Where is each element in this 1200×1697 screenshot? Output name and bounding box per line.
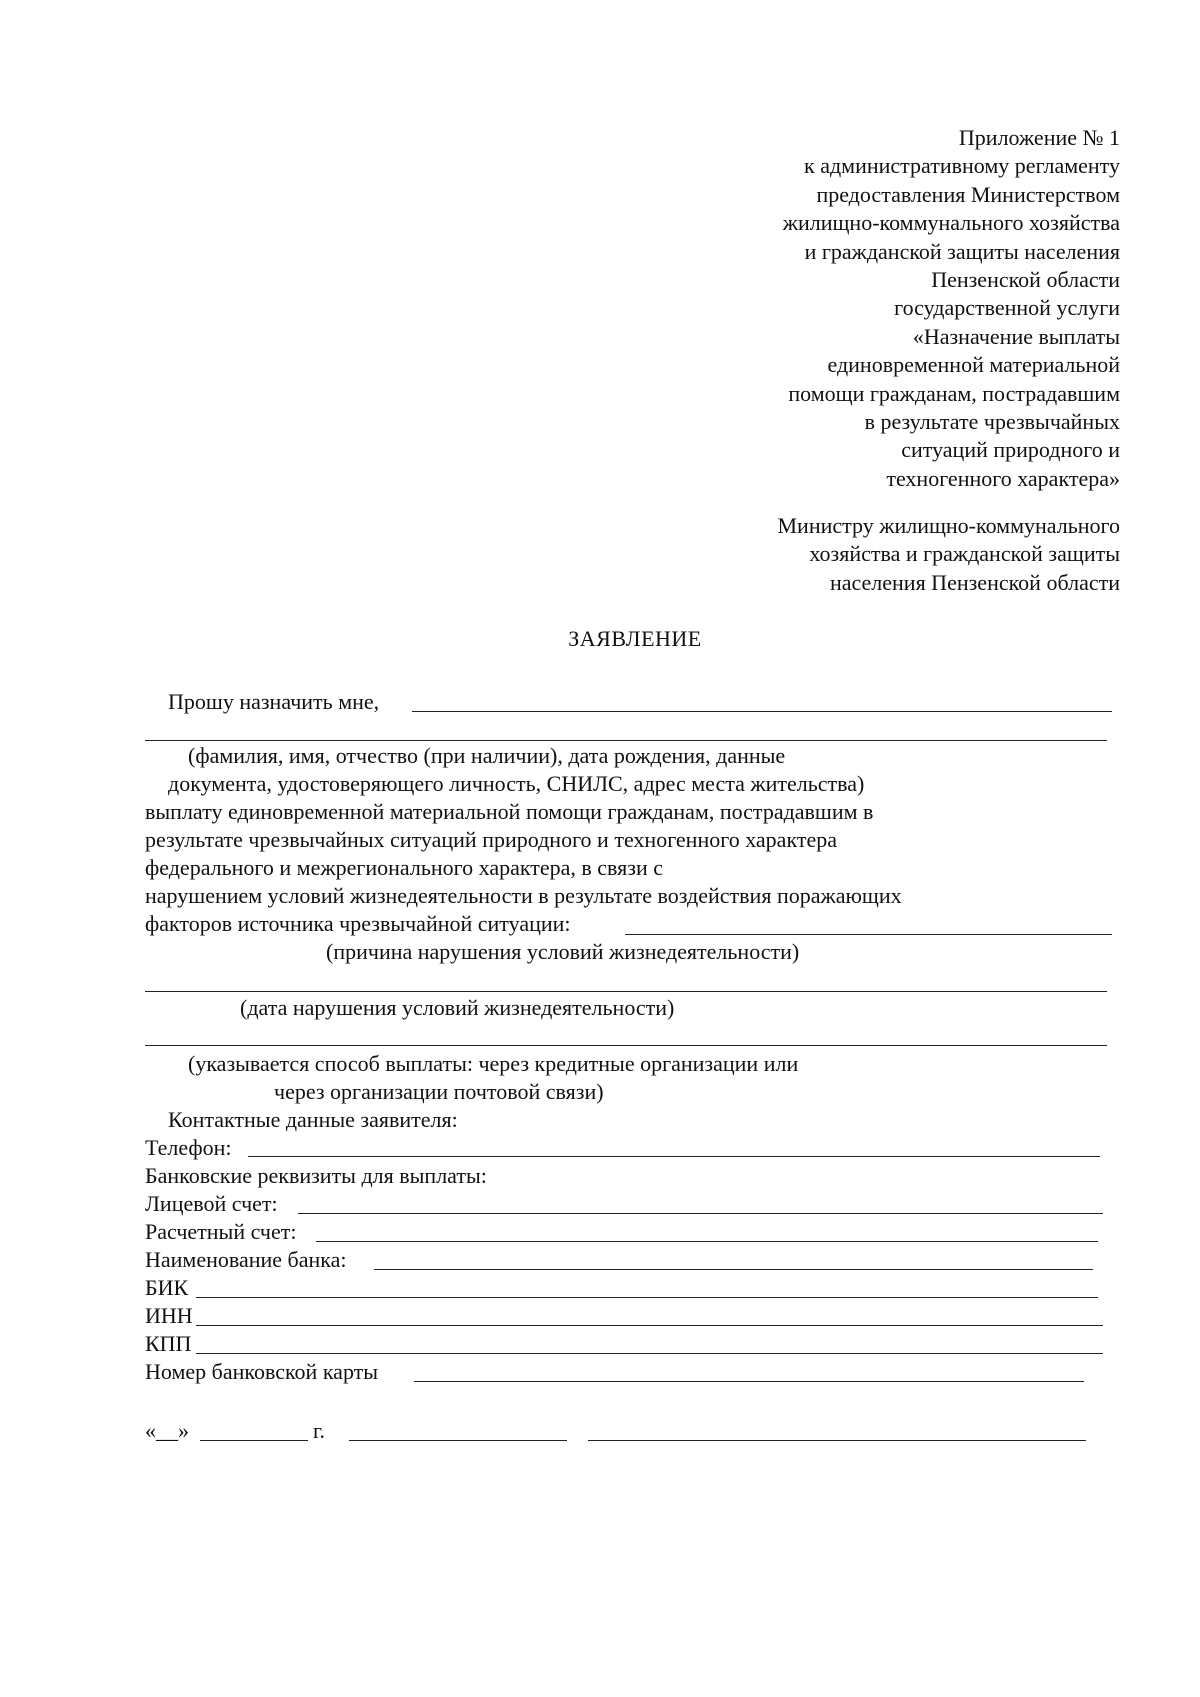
payment-caption: через организации почтовой связи) xyxy=(274,1079,604,1104)
annex-line: в результате чрезвычайных xyxy=(864,409,1120,435)
year-suffix: г. xyxy=(313,1418,326,1443)
annex-line: ситуаций природного и xyxy=(901,437,1120,463)
document-title: ЗАЯВЛЕНИЕ xyxy=(568,626,702,651)
annex-line: единовременной материальной xyxy=(827,352,1120,378)
addressee-block xyxy=(778,512,1121,597)
body-text-line: факторов источника чрезвычайной ситуации: xyxy=(145,911,571,936)
annex-line: техногенного характера» xyxy=(886,465,1120,491)
payment-caption: (указывается способ выплаты: через кредитные организации или xyxy=(188,1051,799,1076)
kpp-field[interactable] xyxy=(196,1353,1103,1354)
signature-name-field[interactable] xyxy=(588,1440,1086,1441)
request-intro: Прошу назначить мне, xyxy=(168,689,380,714)
annex-line: Приложение № 1 xyxy=(958,125,1120,150)
settlement-account-field[interactable] xyxy=(316,1241,1098,1242)
annex-line: «Назначение выплаты xyxy=(912,323,1120,349)
date-caption: (дата нарушения условий жизнедеятельности) xyxy=(240,995,675,1020)
body-text-line: результате чрезвычайных ситуаций природного и техногенного характера xyxy=(145,827,837,852)
phone-field[interactable] xyxy=(248,1156,1100,1157)
annex-line: и гражданской защиты населения xyxy=(804,238,1120,264)
addressee-line: хозяйства и гражданской защиты xyxy=(809,541,1120,567)
addressee-line: населения Пензенской области xyxy=(829,569,1120,595)
bank-details-heading: Банковские реквизиты для выплаты: xyxy=(145,1163,487,1188)
addressee-line: Министру жилищно-коммунального xyxy=(777,513,1120,538)
applicant-caption: документа, удостоверяющего личность, СНИЛС, адрес места жительства) xyxy=(168,771,865,796)
inn-label: ИНН xyxy=(145,1303,193,1328)
personal-account-field[interactable] xyxy=(298,1213,1103,1214)
disruption-date-field[interactable] xyxy=(145,991,1107,992)
body-text-line: федерального и межрегионального характера, в связи с xyxy=(145,855,663,880)
settlement-account-label: Расчетный счет: xyxy=(145,1219,297,1244)
emergency-reason-field[interactable] xyxy=(625,934,1112,935)
applicant-caption: (фамилия, имя, отчество (при наличии), дата рождения, данные xyxy=(188,743,786,768)
date-day-field[interactable]: «__» xyxy=(145,1418,189,1443)
annex-line: Пензенской области xyxy=(931,267,1120,293)
bank-name-label: Наименование банка: xyxy=(145,1247,347,1272)
signature-field[interactable] xyxy=(349,1440,567,1441)
annex-line: предоставления Министерством xyxy=(816,181,1120,207)
bank-card-label: Номер банковской карты xyxy=(145,1359,379,1384)
contacts-heading: Контактные данные заявителя: xyxy=(168,1107,458,1132)
annex-line: государственной услуги xyxy=(894,295,1120,321)
body-text-line: выплату единовременной материальной помощи гражданам, пострадавшим в xyxy=(145,799,874,824)
annex-line: жилищно-коммунального хозяйства xyxy=(782,210,1120,236)
annex-header xyxy=(783,124,1120,493)
annex-line: помощи гражданам, пострадавшим xyxy=(788,380,1120,406)
inn-field[interactable] xyxy=(196,1325,1103,1326)
phone-label: Телефон: xyxy=(145,1135,232,1160)
bik-label: БИК xyxy=(145,1275,189,1300)
applicant-field-continued[interactable] xyxy=(145,740,1107,741)
bank-name-field[interactable] xyxy=(374,1269,1093,1270)
kpp-label: КПП xyxy=(145,1331,192,1356)
bank-card-field[interactable] xyxy=(414,1381,1084,1382)
payment-method-field[interactable] xyxy=(145,1045,1107,1046)
date-month-field[interactable] xyxy=(200,1440,308,1441)
bik-field[interactable] xyxy=(196,1297,1098,1298)
reason-caption: (причина нарушения условий жизнедеятельности) xyxy=(326,939,800,964)
applicant-field[interactable] xyxy=(412,711,1112,712)
personal-account-label: Лицевой счет: xyxy=(145,1191,278,1216)
annex-line: к административному регламенту xyxy=(804,153,1120,179)
body-text-line: нарушением условий жизнедеятельности в результате воздействия поражающих xyxy=(145,883,902,908)
